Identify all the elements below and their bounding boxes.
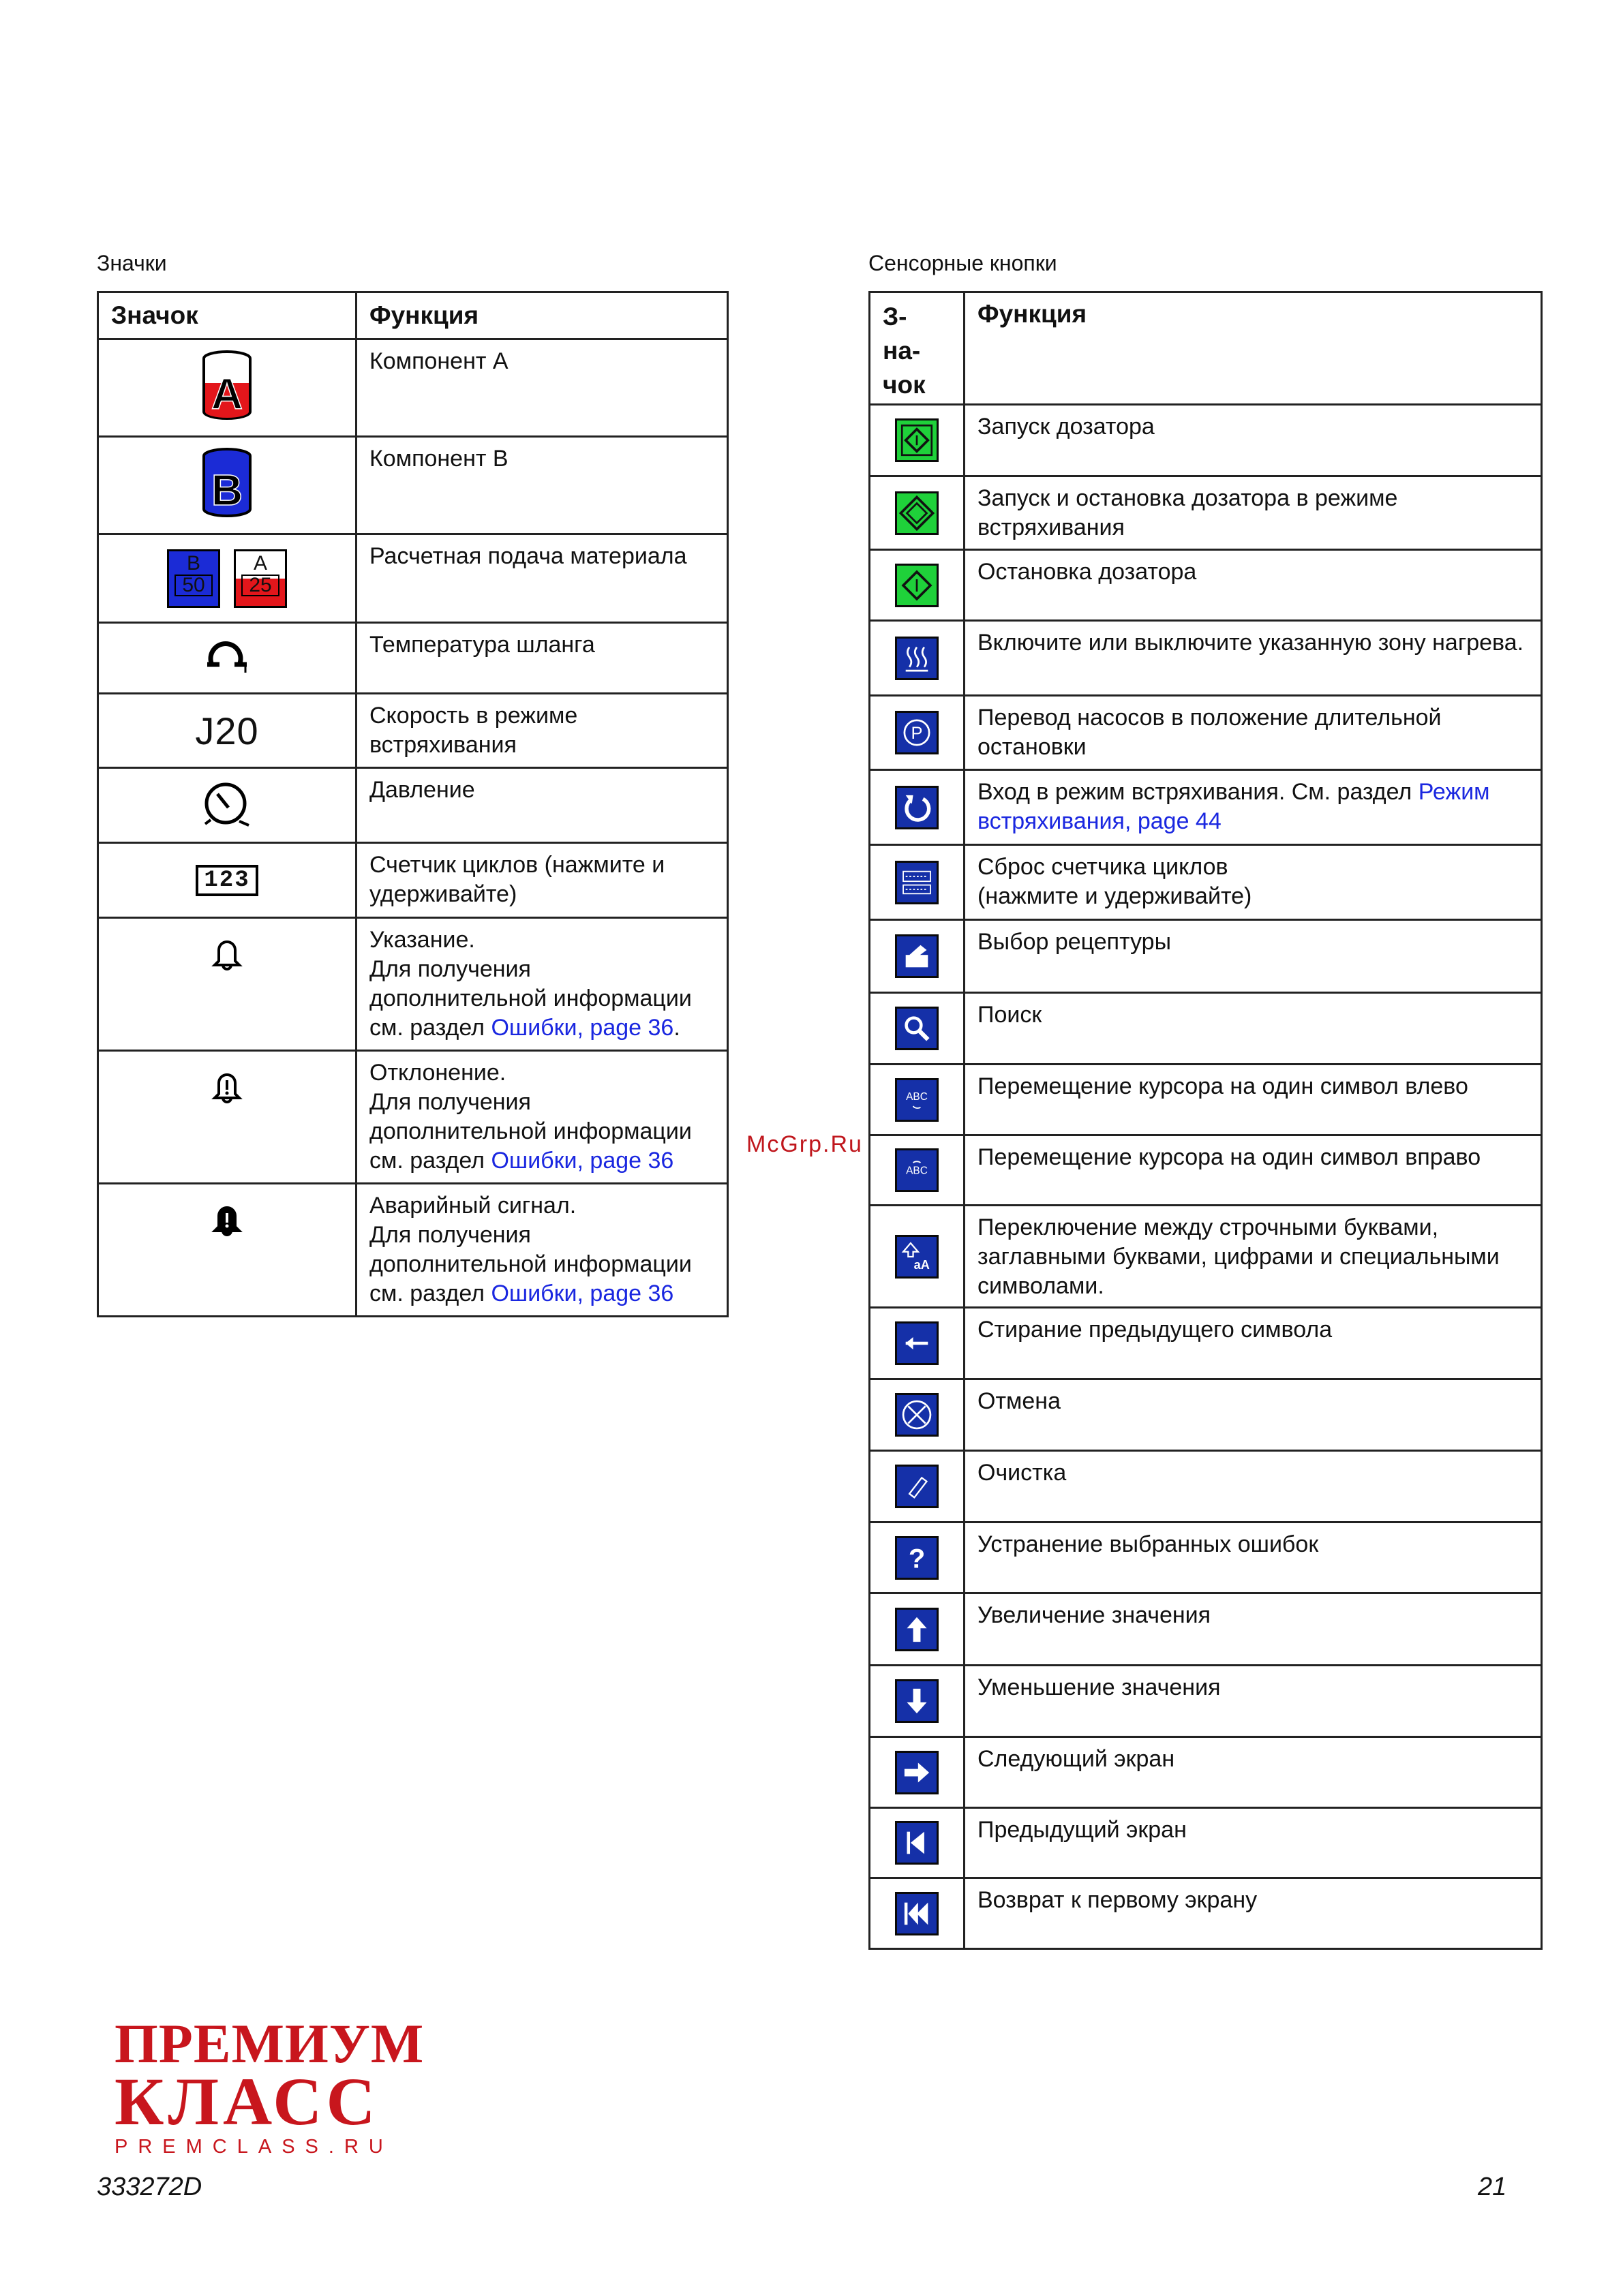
hose-temperature-icon (98, 623, 357, 694)
svg-text:A: A (211, 369, 243, 418)
logo-line-2: КЛАСС (115, 2064, 380, 2139)
list-item: Увеличение значения (965, 1593, 1542, 1666)
list-item (357, 1051, 728, 1184)
list-item: Скорость в режиме встряхивания (357, 694, 728, 768)
ratio-feed-icon (98, 534, 357, 623)
reset-counter-icon[interactable] (895, 861, 939, 904)
ratio-b-value: 50 (175, 575, 213, 596)
svg-text:P: P (911, 724, 923, 744)
list-item: Поиск (965, 993, 1542, 1065)
errors-link[interactable]: Ошибки, page 36 (491, 1148, 674, 1174)
list-item: Следующий экран (965, 1737, 1542, 1808)
list-item: Включите или выключите указанную зону нагрева. (965, 621, 1542, 696)
list-item: Перевод насосов в положение длительной остановки (965, 696, 1542, 770)
backspace-icon[interactable] (895, 1321, 939, 1365)
list-item (357, 1184, 728, 1317)
search-icon[interactable] (895, 1007, 939, 1050)
watermark: McGrp.Ru (746, 1131, 863, 1157)
table-row (98, 339, 728, 437)
component-a-icon (98, 339, 357, 437)
cancel-icon[interactable] (895, 1393, 939, 1437)
component-b-icon (98, 437, 357, 534)
svg-text:?: ? (908, 1544, 926, 1574)
list-item (965, 770, 1542, 845)
recipe-select-icon[interactable] (895, 934, 939, 978)
ratio-a-value: 25 (241, 575, 279, 596)
deviation-bell-icon (98, 1051, 357, 1184)
errors-link[interactable]: Ошибки, page 36 (491, 1281, 674, 1306)
jog-mode-icon[interactable] (895, 786, 939, 829)
cursor-left-icon[interactable] (895, 1078, 939, 1122)
troubleshoot-icon[interactable] (895, 1536, 939, 1580)
page-number: 21 (1478, 2173, 1507, 2201)
cycle-counter-digits: 123 (204, 867, 250, 893)
table-row (870, 1379, 1542, 1451)
touch-keys-table (868, 291, 1543, 1950)
touch-keys-section-title: Сенсорные кнопки (868, 251, 1057, 275)
cursor-right-icon[interactable] (895, 1148, 939, 1192)
ratio-a-letter: A (253, 551, 267, 575)
table-row (870, 1451, 1542, 1522)
stop-proportioner-icon[interactable] (895, 564, 939, 607)
advisory-text: Указание. Для получения дополнительной информации см. раздел (369, 927, 692, 1041)
increase-icon[interactable] (895, 1608, 939, 1651)
table-row (870, 405, 1542, 476)
advisory-bell-icon (98, 918, 357, 1051)
list-item: Очистка (965, 1451, 1542, 1522)
table-header-row (98, 292, 728, 339)
table-row (870, 1737, 1542, 1808)
list-item: Компонент A (357, 339, 728, 437)
table-row (870, 1808, 1542, 1878)
jog-speed-label: J20 (195, 709, 259, 752)
list-item: Давление (357, 768, 728, 843)
list-item: Перемещение курсора на один символ влево (965, 1065, 1542, 1135)
jog-mode-text: Вход в режим встряхивания. См. раздел (977, 779, 1412, 805)
table-row (98, 694, 728, 768)
table-row (870, 1666, 1542, 1737)
deviation-text: Отклонение. Для получения дополнительной информации см. раздел (369, 1060, 692, 1174)
table-row (870, 845, 1542, 920)
function-column-header: Функция (357, 292, 728, 339)
previous-screen-icon[interactable] (895, 1821, 939, 1865)
first-screen-icon[interactable] (895, 1892, 939, 1935)
table-row (98, 1051, 728, 1184)
list-item: Устранение выбранных ошибок (965, 1522, 1542, 1593)
table-row (870, 621, 1542, 696)
svg-text:ABC: ABC (906, 1090, 928, 1103)
svg-text:ABC: ABC (906, 1165, 928, 1177)
logo-line-3: PREMCLASS.RU (115, 2136, 393, 2158)
list-item: Сброс счетчика циклов (нажмите и удерживайте) (965, 845, 1542, 920)
jog-speed-icon (98, 694, 357, 768)
list-item: Остановка дозатора (965, 550, 1542, 621)
table-row (870, 476, 1542, 550)
errors-link[interactable]: Ошибки, page 36 (491, 1015, 674, 1041)
table-row (870, 1135, 1542, 1206)
table-row (870, 1308, 1542, 1379)
next-screen-icon[interactable] (895, 1751, 939, 1794)
premclass-logo (115, 2012, 449, 2158)
start-proportioner-icon[interactable] (895, 418, 939, 462)
list-item: Предыдущий экран (965, 1808, 1542, 1878)
list-item: Выбор рецептуры (965, 920, 1542, 993)
jog-mode-link[interactable]: Режим встряхивания, page 44 (977, 779, 1490, 834)
icon-column-header: З- на- чок (870, 292, 965, 405)
list-item: Отмена (965, 1379, 1542, 1451)
heat-zone-icon[interactable] (895, 637, 939, 680)
table-row (98, 768, 728, 843)
icon-column-header: Значок (98, 292, 357, 339)
table-row (870, 1206, 1542, 1308)
table-row (870, 1065, 1542, 1135)
advisory-period: . (673, 1015, 680, 1041)
alarm-text: Аварийный сигнал. Для получения дополнительной информации см. раздел (369, 1193, 692, 1306)
table-row (870, 1522, 1542, 1593)
alarm-bell-icon (98, 1184, 357, 1317)
list-item (357, 918, 728, 1051)
ratio-b-letter: B (186, 551, 200, 575)
list-item: Уменьшение значения (965, 1666, 1542, 1737)
park-pumps-icon[interactable] (895, 711, 939, 754)
table-row (98, 437, 728, 534)
jog-start-stop-icon[interactable] (895, 491, 939, 535)
table-row (870, 1593, 1542, 1666)
table-header-row (870, 292, 1542, 405)
table-row (870, 770, 1542, 845)
table-row (98, 843, 728, 918)
list-item: Переключение между строчными буквами, заглавными буквами, цифрами и специальными символами. (965, 1206, 1542, 1308)
list-item: Счетчик циклов (нажмите и удерживайте) (357, 843, 728, 918)
table-row (98, 1184, 728, 1317)
list-item: Запуск и остановка дозатора в режиме встряхивания (965, 476, 1542, 550)
table-row (98, 623, 728, 694)
list-item: Расчетная подача материала (357, 534, 728, 623)
case-toggle-icon[interactable] (895, 1235, 939, 1279)
svg-text:aA: aA (913, 1257, 930, 1272)
list-item: Компонент B (357, 437, 728, 534)
list-item: Стирание предыдущего символа (965, 1308, 1542, 1379)
document-code: 333272D (97, 2173, 202, 2201)
svg-text:B: B (211, 465, 243, 515)
cycle-counter-icon (98, 843, 357, 918)
list-item: Температура шланга (357, 623, 728, 694)
table-row (98, 534, 728, 623)
list-item: Возврат к первому экрану (965, 1878, 1542, 1949)
table-row (98, 918, 728, 1051)
icons-table (97, 291, 729, 1317)
list-item: Запуск дозатора (965, 405, 1542, 476)
table-row (870, 550, 1542, 621)
table-row (870, 993, 1542, 1065)
clear-icon[interactable] (895, 1465, 939, 1508)
list-item: Перемещение курсора на один символ вправо (965, 1135, 1542, 1206)
table-row (870, 696, 1542, 770)
table-row (870, 920, 1542, 993)
table-row (870, 1878, 1542, 1949)
pressure-gauge-icon (98, 768, 357, 843)
decrease-icon[interactable] (895, 1679, 939, 1723)
function-column-header: Функция (965, 292, 1542, 405)
icons-section-title: Значки (97, 251, 167, 275)
logo-line-1: ПРЕМИУМ (115, 2012, 425, 2075)
